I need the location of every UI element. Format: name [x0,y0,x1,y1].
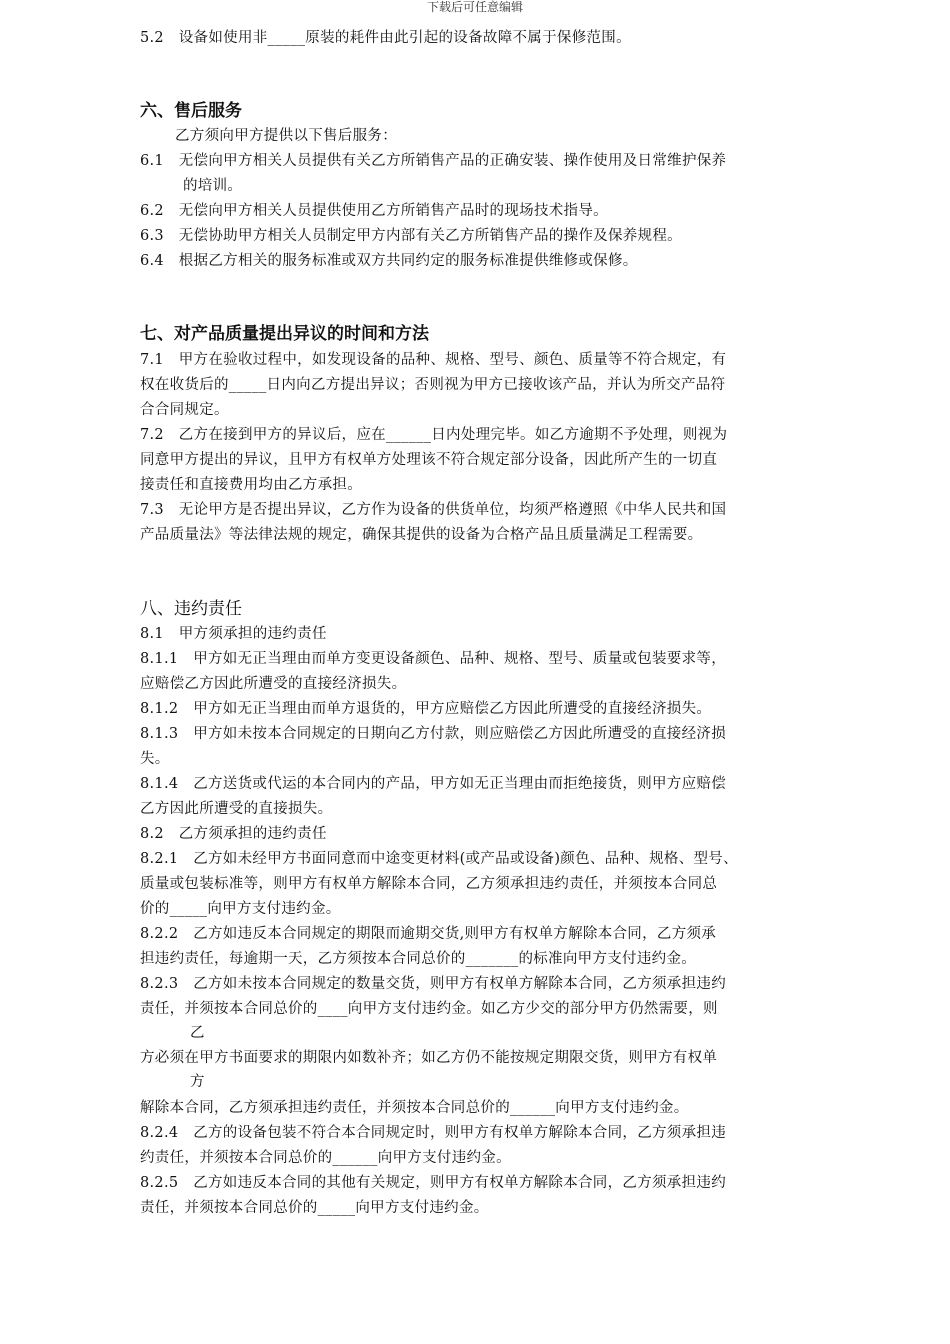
clause-6-4: 6.4 根据乙方相关的服务标准或双方共同约定的服务标准提供维修或保修。 [140,253,638,269]
clause-5-2: 5.2 设备如使用非_____原装的耗件由此引起的设备故障不属于保修范围。 [140,30,631,46]
clause-6-1-cont: 的培训。 [183,178,243,194]
section-heading-7: 七、对产品质量提出异议的时间和方法 [140,324,429,344]
clause-8-1: 8.1 甲方须承担的违约责任 [140,626,327,642]
clause-8-2: 8.2 乙方须承担的违约责任 [140,826,327,842]
clause-7-3: 7.3 无论甲方是否提出异议，乙方作为设备的供货单位，均须严格遵照《中华人民共和国 [140,502,727,518]
clause-7-1-cont: 合合同规定。 [140,402,229,418]
clause-8-1-2: 8.1.2 甲方如无正当理由而单方退货的，甲方应赔偿乙方因此所遭受的直接经济损失。 [140,701,712,717]
clause-7-1-cont: 权在收货后的_____日内向乙方提出异议；否则视为甲方已接收该产品，并认为所交产品符 [140,377,726,393]
clause-8-1-4: 8.1.4 乙方送货或代运的本合同内的产品，甲方如无正当理由而拒绝接货，则甲方应赔偿 [140,776,726,792]
clause-8-2-5: 8.2.5 乙方如违反本合同的其他有关规定，则甲方有权单方解除本合同，乙方须承担违约 [140,1175,726,1191]
clause-6-1: 6.1 无偿向甲方相关人员提供有关乙方所销售产品的正确安装、操作使用及日常维护保养 [140,153,727,169]
clause-8-2-2: 8.2.2 乙方如违反本合同规定的期限而逾期交货,则甲方有权单方解除本合同，乙方须承 [140,926,717,942]
clause-8-2-4: 8.2.4 乙方的设备包装不符合本合同规定时，则甲方有权单方解除本合同，乙方须承担违 [140,1125,726,1141]
clause-8-1-4-cont: 乙方因此所遭受的直接损失。 [140,801,333,817]
clause-7-2-cont: 接责任和直接费用均由乙方承担。 [140,477,362,493]
clause-8-2-5-cont: 责任，并须按本合同总价的_____向甲方支付违约金。 [140,1200,489,1216]
section-heading-6: 六、售后服务 [140,101,242,121]
clause-6-3: 6.3 无偿协助甲方相关人员制定甲方内部有关乙方所销售产品的操作及保养规程。 [140,228,682,244]
clause-7-3-cont: 产品质量法》等法律法规的规定，确保其提供的设备为合格产品且质量满足工程需要。 [140,527,703,543]
clause-8-2-4-cont: 约责任，并须按本合同总价的______向甲方支付违约金。 [140,1150,511,1166]
clause-8-1-1-cont: 应赔偿乙方因此所遭受的直接经济损失。 [140,676,407,692]
clause-8-1-3-cont: 失。 [140,751,170,767]
clause-8-1-1: 8.1.1 甲方如无正当理由而单方变更设备颜色、品种、规格、型号、质量或包装要求等， [140,651,726,667]
clause-8-2-3-cont: 乙 [190,1025,205,1041]
clause-8-2-1-cont: 质量或包装标准等，则甲方有权单方解除本合同，乙方须承担违约责任，并须按本合同总 [140,876,718,892]
clause-8-2-3-cont: 解除本合同，乙方须承担违约责任，并须按本合同总价的______向甲方支付违约金。 [140,1100,689,1116]
clause-8-1-3: 8.1.3 甲方如未按本合同规定的日期向乙方付款，则应赔偿乙方因此所遭受的直接经济损 [140,726,726,742]
clause-6-2: 6.2 无偿向甲方相关人员提供使用乙方所销售产品时的现场技术指导。 [140,203,608,219]
clause-8-2-1-cont: 价的_____向甲方支付违约金。 [140,901,341,917]
clause-8-2-3-cont: 方必须在甲方书面要求的期限内如数补齐；如乙方仍不能按规定期限交货，则甲方有权单 [140,1050,718,1066]
page-header: 下载后可任意编辑 [426,0,523,14]
clause-7-2-cont: 同意甲方提出的异议，且甲方有权单方处理该不符合规定部分设备，因此所产生的一切直 [140,452,718,468]
clause-8-2-3-cont: 责任，并须按本合同总价的____向甲方支付违约金。如乙方少交的部分甲方仍然需要，则 [140,1001,718,1017]
clause-8-2-3: 8.2.3 乙方如未按本合同规定的数量交货，则甲方有权单方解除本合同，乙方须承担违约 [140,976,726,992]
clause-7-2: 7.2 乙方在接到甲方的异议后，应在______日内处理完毕。如乙方逾期不予处理，则视为 [140,427,728,443]
section-6-intro: 乙方须向甲方提供以下售后服务： [175,128,397,144]
section-heading-8: 八、违约责任 [140,599,242,619]
clause-8-2-3-cont: 方 [190,1074,205,1090]
clause-7-1: 7.1 甲方在验收过程中，如发现设备的品种、规格、型号、颜色、质量等不符合规定，有 [140,352,727,368]
clause-8-2-2-cont: 担违约责任，每逾期一天，乙方须按本合同总价的_______的标准向甲方支付违约金。 [140,951,697,967]
clause-8-2-1: 8.2.1 乙方如未经甲方书面同意而中途变更材料(或产品或设备)颜色、品种、规格、型号、 [140,851,738,867]
